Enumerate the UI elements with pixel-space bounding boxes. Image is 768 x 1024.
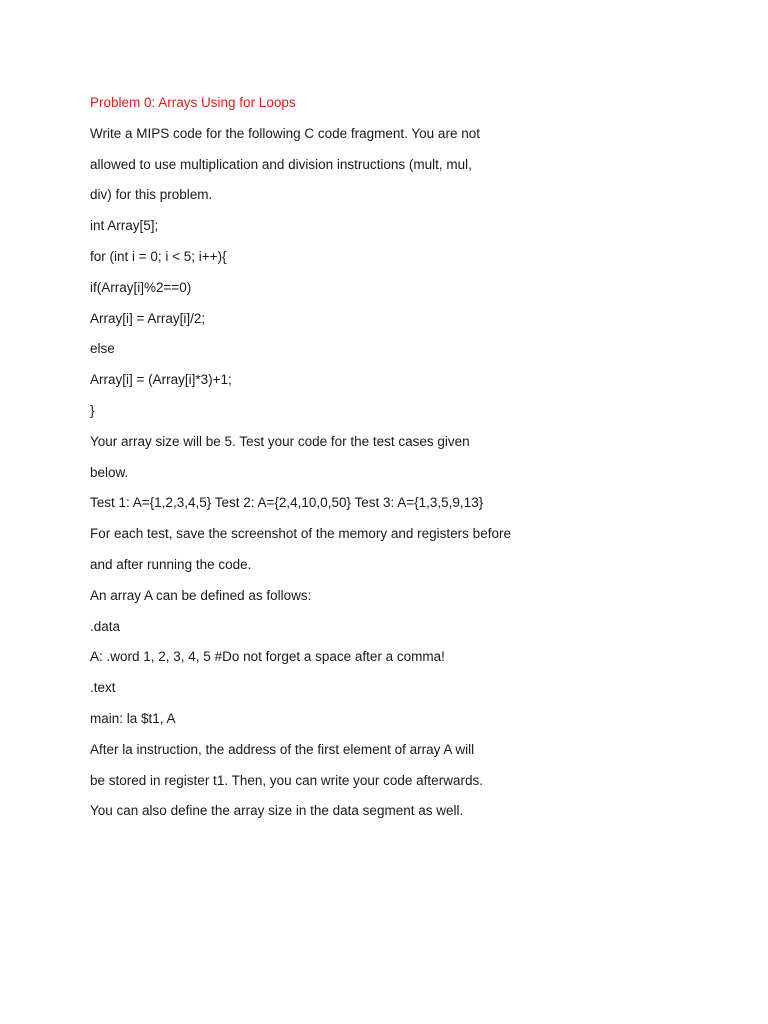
code-line: Array[i] = (Array[i]*3)+1; <box>90 372 232 388</box>
body-line: Your array size will be 5. Test your code for the test cases given <box>90 433 470 449</box>
code-line: A: .word 1, 2, 3, 4, 5 #Do not forget a space after a comma! <box>90 649 445 665</box>
code-line: } <box>90 402 95 418</box>
code-line: else <box>90 341 115 357</box>
body-line: div) for this problem. <box>90 187 213 203</box>
body-line: and after running the code. <box>90 556 252 572</box>
code-line: .text <box>90 680 116 696</box>
code-line: Array[i] = Array[i]/2; <box>90 310 206 326</box>
body-line: below. <box>90 464 129 480</box>
code-line: if(Array[i]%2==0) <box>90 279 192 295</box>
body-line: be stored in register t1. Then, you can write your code afterwards. <box>90 772 483 788</box>
body-line: Write a MIPS code for the following C code fragment. You are not <box>90 125 480 141</box>
body-line: After la instruction, the address of the first element of array A will <box>90 741 475 757</box>
problem-title: Problem 0: Arrays Using for Loops <box>90 95 296 110</box>
code-line: for (int i = 0; i < 5; i++){ <box>90 248 227 264</box>
code-line: main: la $t1, A <box>90 710 176 726</box>
body-line: For each test, save the screenshot of the memory and registers before <box>90 526 511 542</box>
document-body <box>90 88 730 827</box>
code-line: .data <box>90 618 121 634</box>
body-line: allowed to use multiplication and division instructions (mult, mul, <box>90 156 472 172</box>
code-line: int Array[5]; <box>90 218 159 234</box>
test-cases-line: Test 1: A={1,2,3,4,5} Test 2: A={2,4,10,0,50} Test 3: A={1,3,5,9,13} <box>90 495 484 511</box>
body-line: An array A can be defined as follows: <box>90 587 312 603</box>
body-line: You can also define the array size in the data segment as well. <box>90 803 464 819</box>
